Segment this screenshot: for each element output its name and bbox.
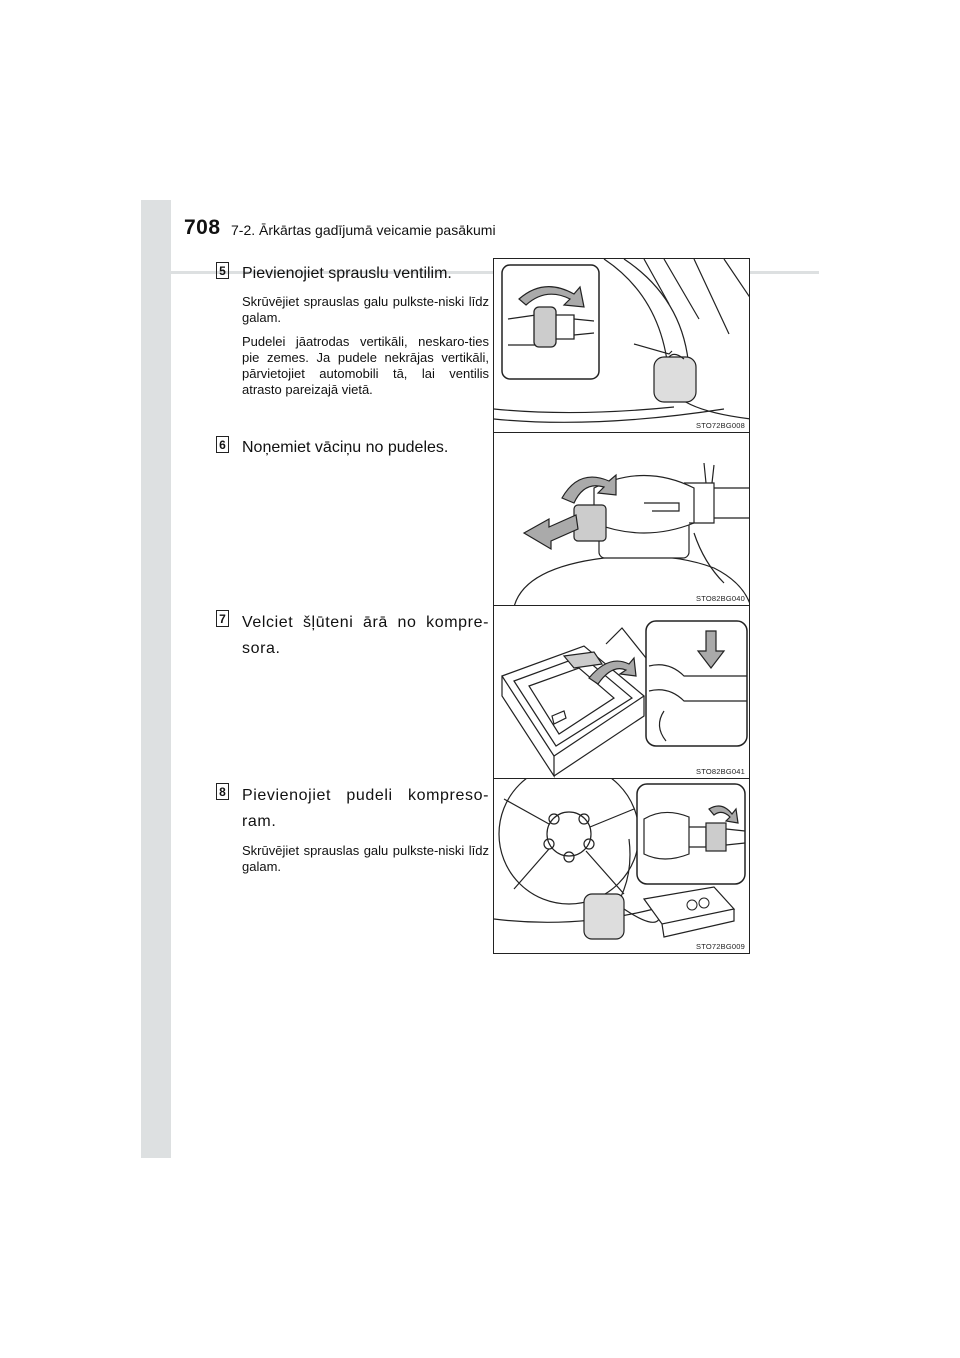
step-6: [216, 436, 489, 460]
step-description: [242, 843, 489, 875]
step-number: 5: [216, 262, 229, 279]
step-title: Noņemiet vāciņu no pudeles.: [242, 439, 449, 456]
step-number: 6: [216, 436, 229, 453]
step-number: 8: [216, 783, 229, 800]
illustration-nozzle-valve: [494, 259, 750, 433]
step-7: [216, 610, 489, 662]
step-title: Velciet šļūteni ārā no kompre-sora.: [242, 614, 489, 657]
step-instruction: Skrūvējiet sprauslas galu pulkste-niski līdz galam.: [242, 294, 489, 325]
figure-pull-hose: [493, 605, 750, 779]
step-instruction: Pudelei jāatrodas vertikāli, neskaro-ties pie zemes. Ja pudele nekrājas vertikāli, pārvietojiet automobili tā, lai ventilis atrasto pareizajā vietā.: [242, 334, 489, 397]
figure-code: STO82BG041: [696, 767, 745, 776]
step-8: [216, 783, 489, 883]
figure-connect-bottle: [493, 778, 750, 954]
step-description: [242, 294, 489, 398]
illustration-compressor-hose: [494, 606, 750, 779]
figure-code: STO72BG009: [696, 942, 745, 951]
step-title: Pievienojiet sprauslu ventilim.: [242, 265, 452, 282]
figure-code: STO72BG008: [696, 421, 745, 430]
illustration-bottle-compressor: [494, 779, 750, 954]
step-title: Pievienojiet pudeli kompreso-ram.: [242, 787, 489, 830]
figure-code: STO82BG040: [696, 594, 745, 603]
page-number: 708: [184, 216, 221, 239]
figure-remove-cap: [493, 432, 750, 606]
step-number: 7: [216, 610, 229, 627]
step-instruction: Skrūvējiet sprauslas galu pulkste-niski līdz galam.: [242, 843, 489, 874]
illustration-bottle-cap: [494, 433, 750, 606]
section-title: 7-2. Ārkārtas gadījumā veicamie pasākumi: [231, 222, 496, 238]
figure-connect-nozzle: [493, 258, 750, 433]
side-margin-band: [141, 200, 171, 1158]
step-5: [216, 262, 489, 406]
